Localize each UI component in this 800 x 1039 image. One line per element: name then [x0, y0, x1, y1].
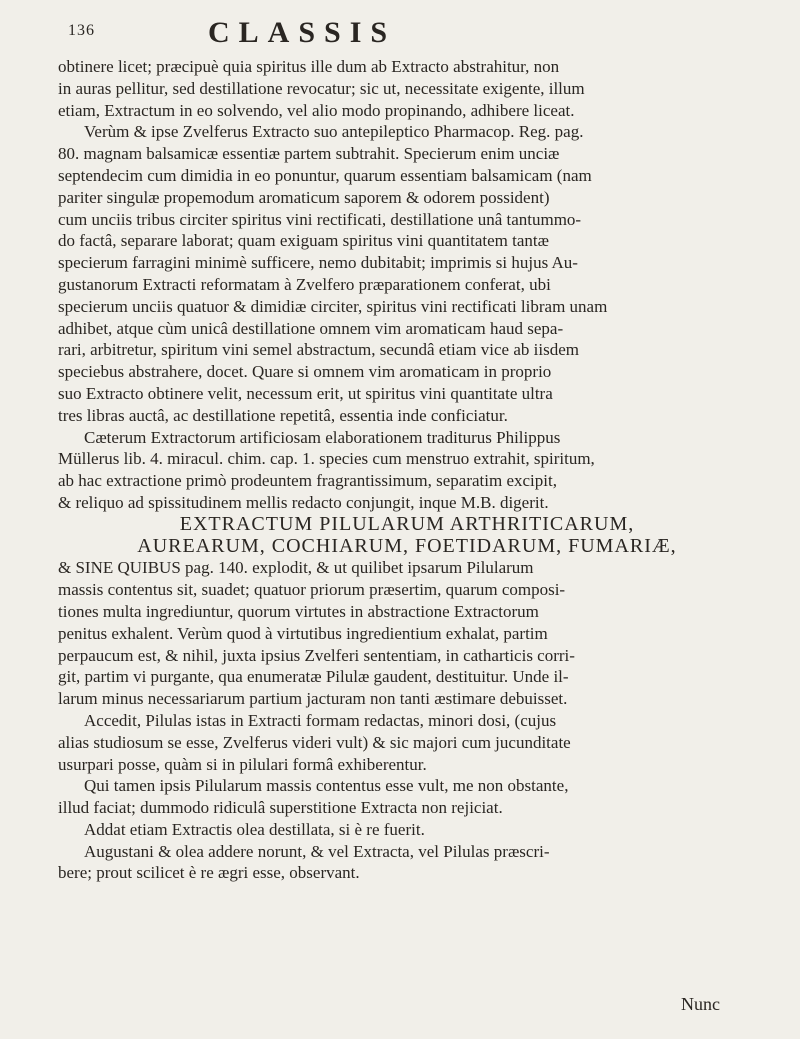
text-line: cum unciis tribus circiter spiritus vini rectificati, destillatione unâ tantummo-	[58, 209, 582, 229]
text-line: Accedit, Pilulas istas in Extracti formam redactas, minori dosi, (cujus	[84, 710, 557, 730]
text-line: illud faciat; dummodo ridiculâ superstitione Extracta non rejiciat.	[58, 798, 503, 818]
text-line: Verùm & ipse Zvelferus Extracto suo antepileptico Pharmacop. Reg. pag.	[84, 122, 584, 142]
text-line: ab hac extractione primò prodeuntem fragrantissimum, separatim excipit,	[58, 471, 557, 491]
section-heading: AUREARUM, COCHIARUM, FOETIDARUM, FUMARIÆ,	[137, 535, 677, 557]
text-line: Augustani & olea addere norunt, & vel Extracta, vel Pilulas præscri-	[84, 841, 550, 861]
text-line: Addat etiam Extractis olea destillata, si è re fuerit.	[84, 819, 425, 839]
text-line: usurpari posse, quàm si in pilulari formâ exhiberentur.	[58, 754, 427, 774]
text-line: tiones multa ingrediuntur, quorum virtutes in abstractione Extractorum	[58, 601, 539, 621]
text-line: Cæterum Extractorum artificiosam elaborationem traditurus Philippus	[84, 427, 561, 447]
text-line: rari, arbitretur, spiritum vini semel abstractum, secundâ etiam vice ab iisdem	[58, 340, 579, 360]
text-line: bere; prout scilicet è re ægri esse, observant.	[58, 863, 360, 883]
text-line: Müllerus lib. 4. miracul. chim. cap. 1. species cum menstruo extrahit, spiritum,	[58, 449, 595, 469]
section-heading: EXTRACTUM PILULARUM ARTHRITICARUM,	[179, 513, 635, 535]
text-line: specierum unciis quatuor & dimidiæ circiter, spiritus vini rectificati libram unam	[58, 296, 608, 316]
text-line: & reliquo ad spissitudinem mellis redacto conjungit, inque M.B. digerit.	[58, 492, 549, 512]
running-head: CLASSIS	[208, 16, 397, 49]
body-text	[58, 56, 756, 884]
text-line: perpaucum est, & nihil, juxta ipsius Zvelferi sententiam, in catharticis corri-	[58, 645, 575, 665]
text-line: obtinere licet; præcipuè quia spiritus ille dum ab Extracto abstrahitur, non	[58, 57, 560, 76]
text-line: 80. magnam balsamicæ essentiæ partem subtrahit. Specierum enim unciæ	[58, 144, 560, 164]
text-line: penitus exhalent. Verùm quod à virtutibus ingredientium exhalat, partim	[58, 623, 548, 643]
text-line: adhibet, atque cùm unicâ destillatione omnem vim aromaticam haud sepa-	[58, 318, 564, 338]
text-line: gustanorum Extracti reformatam à Zvelfero præparationem conferat, ubi	[58, 274, 551, 294]
text-line: specierum farragini minimè sufficere, nemo dubitabit; imprimis si hujus Au-	[58, 253, 578, 273]
text-line: git, partim vi purgante, qua enumeratæ Pilulæ gaudent, destituitur. Unde il-	[58, 667, 569, 687]
text-line: suo Extracto obtinere velit, necessum erit, ut spiritus vini quantitate ultra	[58, 383, 553, 403]
text-line: tres libras auctâ, ac destillatione repetitâ, essentia inde conficiatur.	[58, 405, 508, 425]
text-line: larum minus necessariarum partium jacturam non tanti æstimare debuisset.	[58, 689, 568, 709]
catchword: Nunc	[681, 994, 720, 1014]
text-line: massis contentus sit, suadet; quatuor priorum præsertim, quarum composi-	[58, 580, 566, 600]
page-number: 136	[68, 22, 95, 39]
text-line: in auras pellitur, sed destillatione revocatur; sic ut, necessitate exigente, illum	[58, 78, 585, 98]
page-header	[58, 14, 756, 54]
text-line: Qui tamen ipsis Pilularum massis contentus esse vult, me non obstante,	[84, 776, 569, 796]
text-line: speciebus abstrahere, docet. Quare si omnem vim aromaticam in proprio	[58, 362, 552, 382]
text-line: pariter singulæ propemodum aromaticum saporem & odorem possident)	[58, 187, 550, 207]
text-line: & SINE QUIBUS pag. 140. explodit, & ut quilibet ipsarum Pilularum	[58, 558, 534, 578]
text-line: septendecim cum dimidia in eo ponuntur, quarum essentiam balsamicam (nam	[58, 165, 592, 185]
text-line: do factâ, separare laborat; quam exiguam spiritus vini quantitatem tantæ	[58, 231, 549, 251]
text-line: etiam, Extractum in eo solvendo, vel alio modo propinando, adhibere liceat.	[58, 100, 575, 120]
text-line: alias studiosum se esse, Zvelferus videri vult) & sic majori cum jucunditate	[58, 732, 571, 752]
